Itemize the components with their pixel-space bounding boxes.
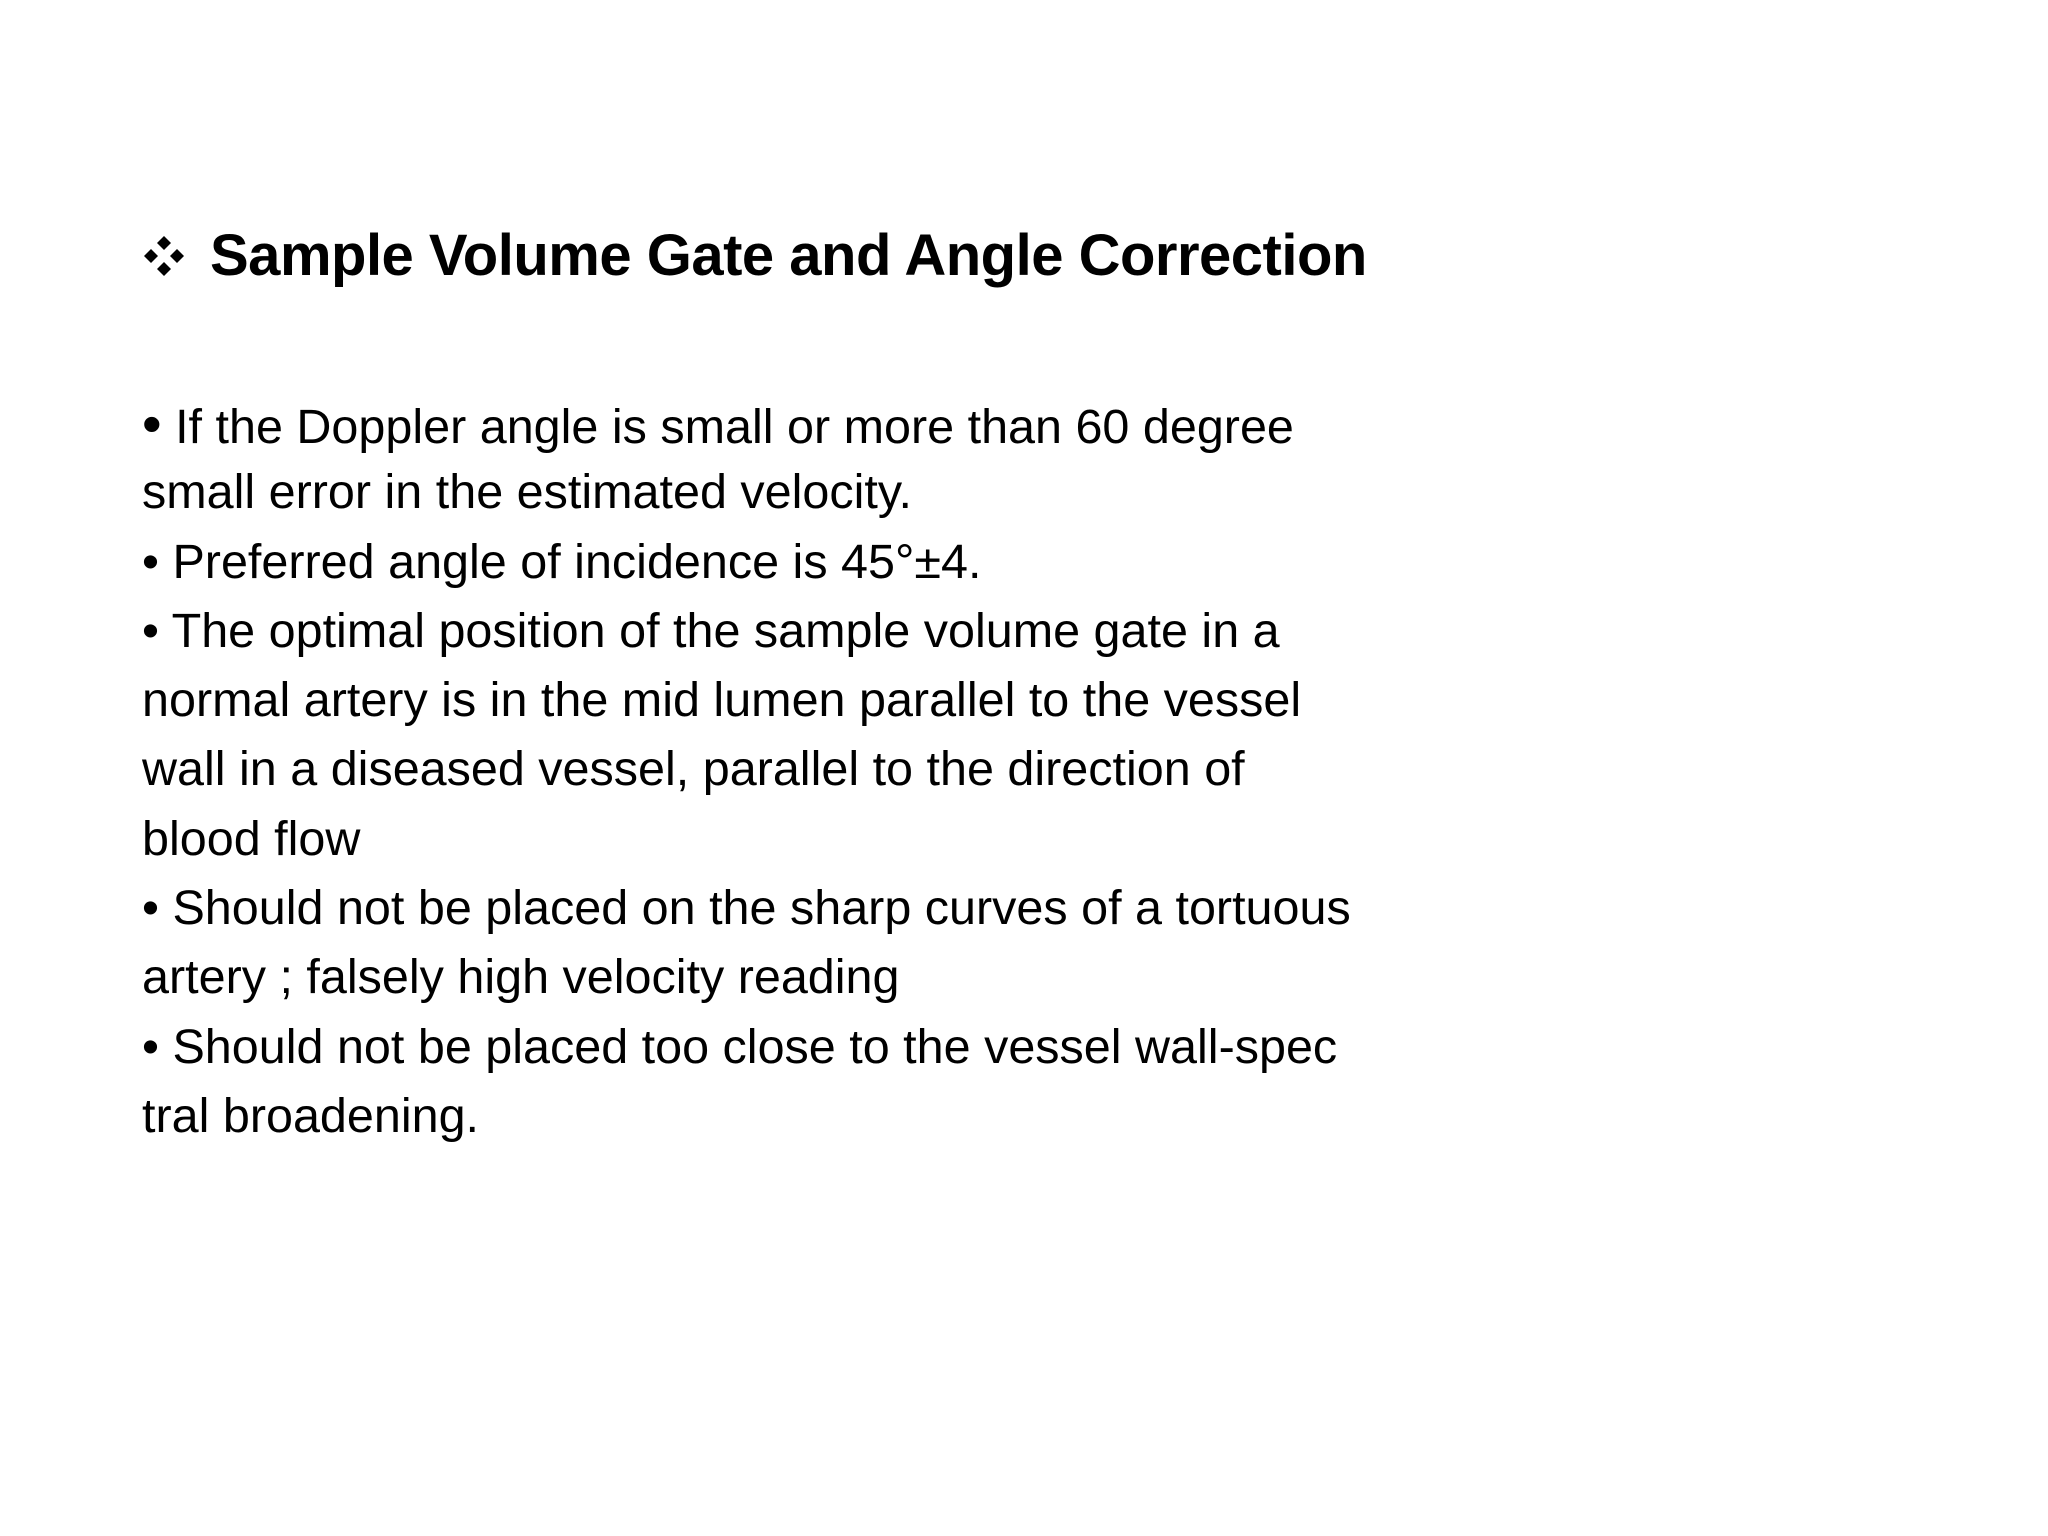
slide-title: Sample Volume Gate and Angle Correction (210, 223, 1367, 288)
body-line: • Preferred angle of incidence is 45°±4. (142, 534, 982, 589)
body-line: small error in the estimated velocity. (142, 465, 912, 520)
body-line: tral broadening. (142, 1088, 480, 1143)
body-line: artery ; falsely high velocity reading (142, 950, 900, 1005)
body-line: normal artery is in the mid lumen parallel to the vessel (142, 673, 1302, 728)
slide-body (142, 389, 1522, 1151)
body-line: • Should not be placed too close to the vessel wall-spec (142, 1019, 1338, 1074)
four-diamond-bullet-icon (142, 234, 186, 278)
body-line: wall in a diseased vessel, parallel to the direction of (142, 742, 1245, 797)
bullet-mark: • (142, 392, 162, 455)
body-line (142, 389, 1522, 458)
slide-title-row (142, 216, 1842, 296)
body-line: blood flow (142, 811, 361, 866)
body-line-text: If the Doppler angle is small or more than 60 degree (161, 400, 1294, 454)
body-line: • Should not be placed on the sharp curves of a tortuous (142, 881, 1351, 936)
body-line: • The optimal position of the sample volume gate in a (142, 603, 1280, 658)
